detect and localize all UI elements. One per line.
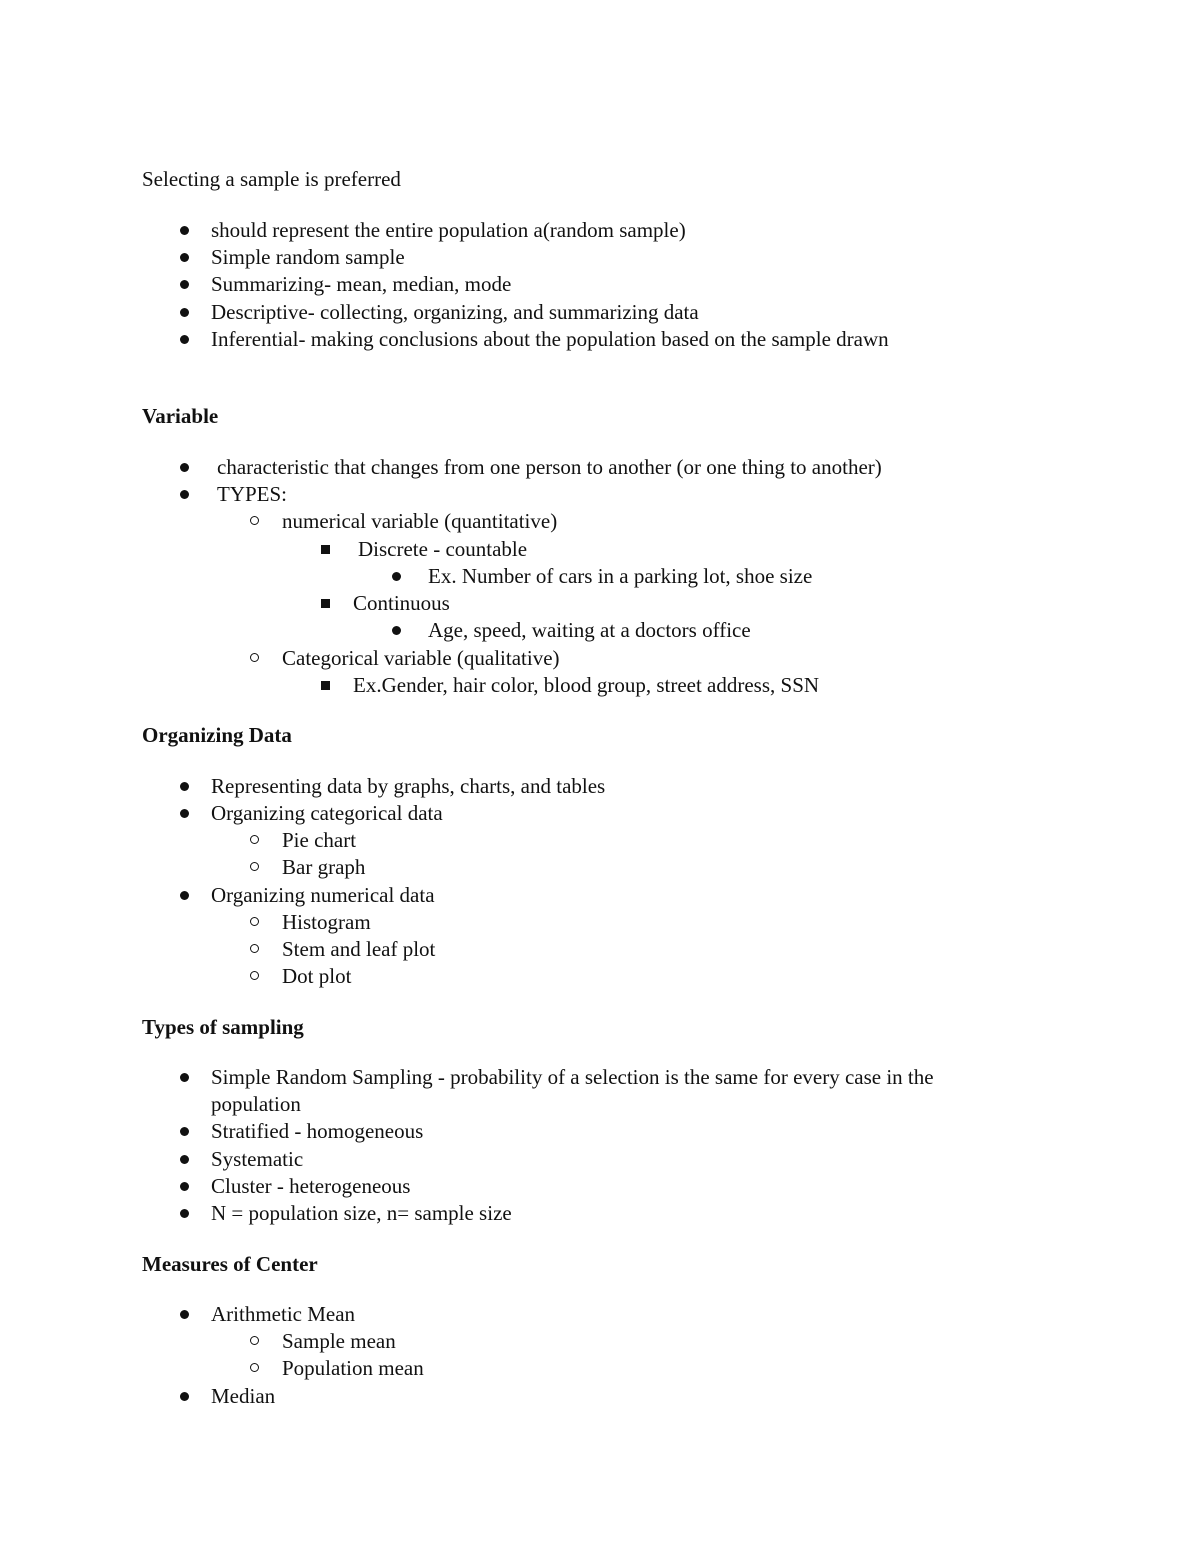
list-item: Cluster - heterogeneous: [211, 1174, 411, 1198]
bullet-dot: [180, 1182, 189, 1191]
section-heading-sampling: Types of sampling: [142, 1015, 304, 1039]
bullet-dot: [180, 1392, 189, 1401]
list-item: Representing data by graphs, charts, and tables: [211, 774, 606, 798]
list-item: Ex.Gender, hair color, blood group, street address, SSN: [353, 673, 820, 697]
bullet-dot: [180, 809, 189, 818]
list-item: Median: [211, 1384, 276, 1408]
list-item: Dot plot: [282, 964, 352, 988]
list-item: Systematic: [211, 1147, 304, 1171]
bullet-dot: [180, 1127, 189, 1136]
list-item: Age, speed, waiting at a doctors office: [428, 618, 751, 642]
list-item: Population mean: [282, 1356, 424, 1380]
list-item: Simple random sample: [211, 245, 405, 269]
bullet-dot: [180, 308, 189, 317]
section-heading-center: Measures of Center: [142, 1252, 318, 1276]
bullet-dot: [180, 463, 189, 472]
list-item: Organizing categorical data: [211, 801, 443, 825]
list-item-continuation: population: [211, 1092, 301, 1116]
list-item: Descriptive- collecting, organizing, and summarizing data: [211, 300, 699, 324]
bullet-square: [321, 545, 330, 554]
bullet-dot: [180, 1073, 189, 1082]
list-item: N = population size, n= sample size: [211, 1201, 512, 1225]
bullet-dot: [180, 490, 189, 499]
bullet-ring: [250, 1336, 259, 1345]
list-item: Histogram: [282, 910, 371, 934]
bullet-dot: [180, 782, 189, 791]
bullet-ring: [250, 516, 259, 525]
bullet-dot: [180, 226, 189, 235]
list-item: TYPES:: [217, 482, 288, 506]
list-item: Summarizing- mean, median, mode: [211, 272, 512, 296]
section-heading-variable: Variable: [142, 404, 219, 428]
section-heading-organizing: Organizing Data: [142, 723, 292, 747]
list-item: numerical variable (quantitative): [282, 509, 558, 533]
list-item: Stratified - homogeneous: [211, 1119, 424, 1143]
bullet-ring: [250, 917, 259, 926]
bullet-dot: [180, 253, 189, 262]
bullet-dot: [392, 572, 401, 581]
bullet-ring: [250, 1363, 259, 1372]
bullet-dot: [180, 1310, 189, 1319]
bullet-dot: [180, 1155, 189, 1164]
list-item: Stem and leaf plot: [282, 937, 436, 961]
bullet-ring: [250, 835, 259, 844]
list-item: Discrete - countable: [358, 537, 528, 561]
list-item: Bar graph: [282, 855, 366, 879]
bullet-ring: [250, 971, 259, 980]
bullet-ring: [250, 653, 259, 662]
list-item: Arithmetic Mean: [211, 1302, 356, 1326]
bullet-ring: [250, 944, 259, 953]
bullet-square: [321, 599, 330, 608]
list-item: Organizing numerical data: [211, 883, 435, 907]
list-item: characteristic that changes from one person to another (or one thing to another): [217, 455, 882, 479]
list-item: Categorical variable (qualitative): [282, 646, 560, 670]
list-item: Ex. Number of cars in a parking lot, shoe size: [428, 564, 813, 588]
bullet-dot: [180, 280, 189, 289]
list-item: Simple Random Sampling - probability of a selection is the same for every case in the: [211, 1065, 934, 1089]
list-item: Inferential- making conclusions about the population based on the sample drawn: [211, 327, 889, 351]
intro-title: Selecting a sample is preferred: [142, 167, 401, 191]
list-item: Continuous: [353, 591, 450, 615]
list-item: should represent the entire population a(random sample): [211, 218, 686, 242]
bullet-dot: [180, 1209, 189, 1218]
bullet-square: [321, 681, 330, 690]
bullet-dot: [180, 335, 189, 344]
bullet-ring: [250, 862, 259, 871]
list-item: Pie chart: [282, 828, 357, 852]
bullet-dot: [180, 891, 189, 900]
list-item: Sample mean: [282, 1329, 396, 1353]
bullet-dot: [392, 626, 401, 635]
